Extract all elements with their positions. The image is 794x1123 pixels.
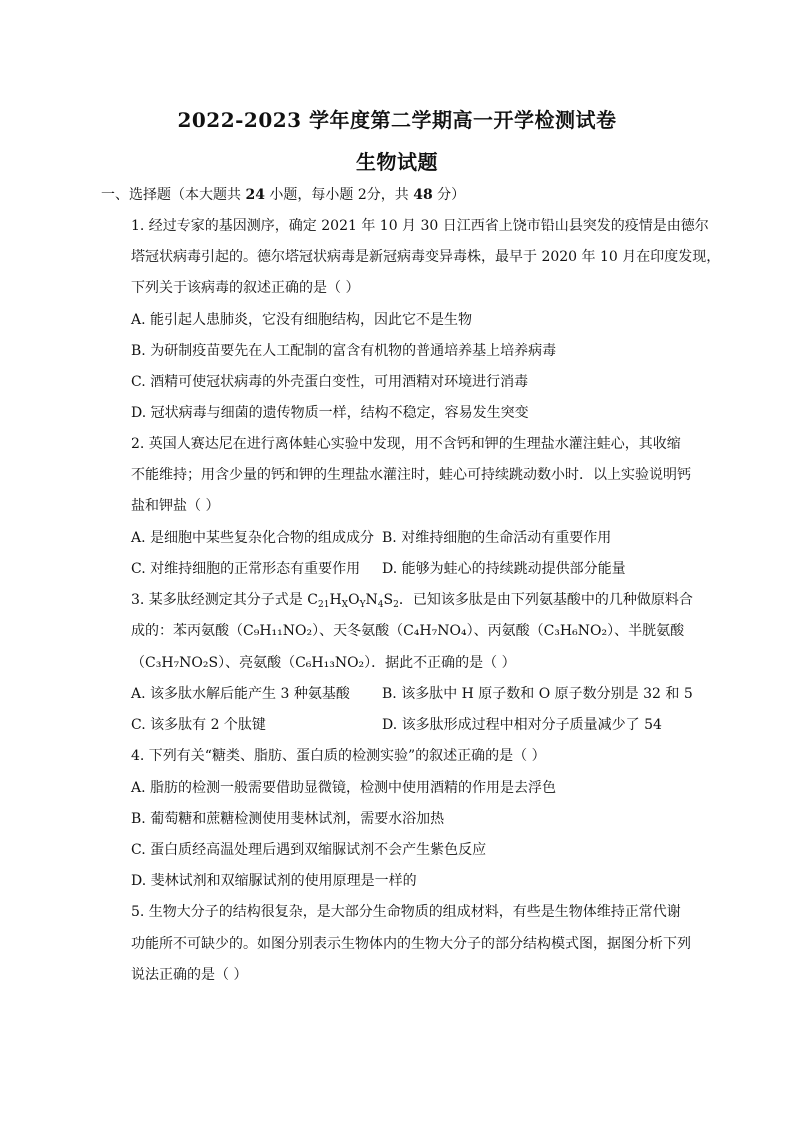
q4-option-b: B. 葡萄糖和蔗糖检测使用斐林试剂，需要水浴加热 <box>131 811 445 827</box>
q1-option-b: B. 为研制疫苗要先在人工配制的富含有机物的普通培养基上培养病毒 <box>131 343 557 359</box>
section-count: 24 <box>245 187 265 203</box>
section-score: 48 <box>413 187 433 203</box>
q3-option-b: B. 该多肽中 H 原子数和 O 原子数分别是 32 和 5 <box>382 686 693 702</box>
q2-option-d: D. 能够为蛙心的持续跳动提供部分能量 <box>382 561 626 577</box>
q3-line-1 <box>131 590 693 610</box>
formula-sub-o: Y <box>359 600 366 610</box>
q1-option-a: A. 能引起人患肺炎，它没有细胞结构，因此它不是生物 <box>131 312 473 328</box>
q1-line-1: 1. 经过专家的基因测序，确定 2021 年 10 月 30 日江西省上饶市铅山县突发的疫情是由德尔 <box>131 218 709 234</box>
q5-line-1: 5. 生物大分子的结构很复杂，是大部分生命物质的组成材料，有些是生物体维持正常代谢 <box>131 904 681 920</box>
formula-sub-c: 21 <box>317 600 330 610</box>
section-prefix: 一、选择题（本大题共 <box>101 187 246 203</box>
formula-sub-h: X <box>341 600 349 610</box>
q3-line-1-start: 3. 某多肽经测定其分子式是 C <box>131 592 318 608</box>
exam-title: 2022-2023 学年度第二学期高一开学检测试卷 <box>177 108 617 132</box>
q2-line-1: 2. 英国人赛达尼在进行离体蛙心实验中发现，用不含钙和钾的生理盐水灌注蛙心，其收缩 <box>131 436 681 452</box>
section-heading <box>101 185 465 205</box>
formula-o: O <box>348 592 360 608</box>
q2-line-2: 不能维持；用含少量的钙和钾的生理盐水灌注时，蛙心可持续跳动数小时．以上实验说明钙 <box>131 467 691 483</box>
q1-line-2: 塔冠状病毒引起的。德尔塔冠状病毒是新冠病毒变异毒株，最早于 2020 年 10 月在印度发现， <box>131 249 721 265</box>
formula-s: S <box>383 592 394 608</box>
section-suffix: 分） <box>432 187 466 203</box>
q4-option-d: D. 斐林试剂和双缩脲试剂的使用原理是一样的 <box>131 873 417 889</box>
q2-option-b: B. 对维持细胞的生命活动有重要作用 <box>382 530 612 546</box>
q3-line-3: （C₃H₇NO₂S）、亮氨酸（C₆H₁₃NO₂）．据此不正确的是（ ） <box>131 655 516 671</box>
section-mid: 小题，每小题 2分，共 <box>264 187 414 203</box>
q2-option-a: A. 是细胞中某些复杂化合物的组成成分 <box>131 530 375 546</box>
q1-line-3: 下列关于该病毒的叙述正确的是（ ） <box>131 280 360 296</box>
formula-h: H <box>329 592 342 608</box>
q5-line-2: 功能所不可缺少的。如图分别表示生物体内的生物大分子的部分结构模式图，据图分析下列 <box>131 936 691 952</box>
q3-option-a: A. 该多肽水解后能产生 3 种氨基酸 <box>131 686 350 702</box>
q3-option-d: D. 该多肽形成过程中相对分子质量减少了 54 <box>382 717 662 733</box>
q3-line-1-end: ．已知该多肽是由下列氨基酸中的几种做原料合 <box>398 592 693 608</box>
q4-line-1: 4. 下列有关“糖类、脂肪、蛋白质的检测实验”的叙述正确的是（ ） <box>131 748 546 764</box>
q3-line-2: 成的：苯丙氨酸（C₉H₁₁NO₂）、天冬氨酸（C₄H₇NO₄）、丙氨酸（C₃H₆NO₂）、半胱氨酸 <box>131 623 685 639</box>
q2-option-c: C. 对维持细胞的正常形态有重要作用 <box>131 561 361 577</box>
exam-subtitle: 生物试题 <box>356 150 438 174</box>
formula-sub-n: 4 <box>377 600 384 610</box>
q1-option-d: D. 冠状病毒与细菌的遗传物质一样，结构不稳定，容易发生突变 <box>131 405 529 421</box>
q5-line-3: 说法正确的是（ ） <box>131 967 248 983</box>
formula-n: N <box>365 592 378 608</box>
formula-sub-s: 2 <box>393 600 399 610</box>
q3-option-c: C. 该多肽有 2 个肽键 <box>131 717 266 733</box>
q4-option-a: A. 脂肪的检测一般需要借助显微镜，检测中使用酒精的作用是去浮色 <box>131 780 557 796</box>
q2-line-3: 盐和钾盐（ ） <box>131 498 220 514</box>
q1-option-c: C. 酒精可使冠状病毒的外壳蛋白变性，可用酒精对环境进行消毒 <box>131 374 529 390</box>
q4-option-c: C. 蛋白质经高温处理后遇到双缩脲试剂不会产生紫色反应 <box>131 842 487 858</box>
